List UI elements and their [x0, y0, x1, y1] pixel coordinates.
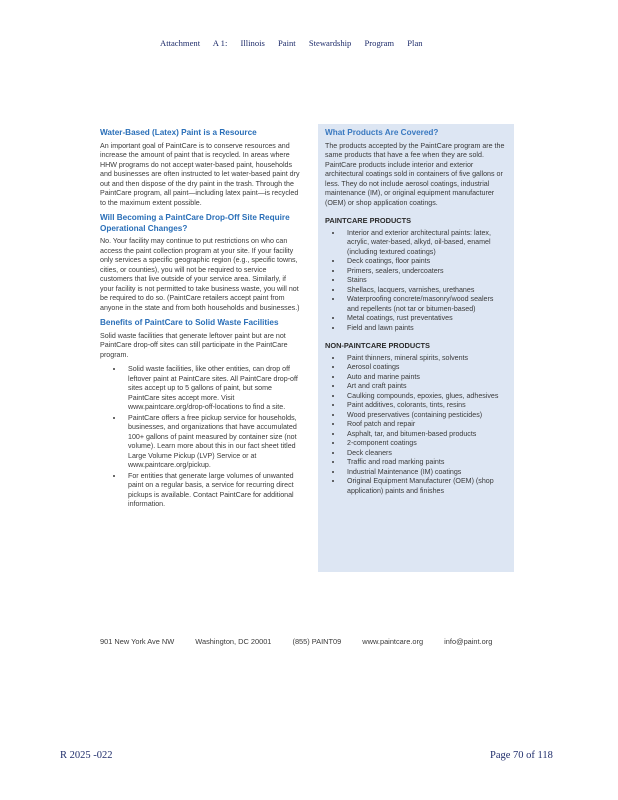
list-item: • Traffic and road marking paints: [343, 458, 507, 468]
list-item: • Auto and marine paints: [343, 373, 507, 383]
list-item: • Deck cleaners: [343, 449, 507, 459]
page-header: [160, 38, 460, 48]
header-state: Illinois: [240, 38, 265, 48]
section-body-benefits: Solid waste facilities that generate leftover paint but are not PaintCare drop-off sites can still participate in the PaintCare program.: [100, 331, 288, 359]
section-heading-latex: Water-Based (Latex) Paint is a Resource: [100, 128, 257, 137]
header-attachment: Attachment: [160, 38, 201, 48]
paintcare-products-heading: PAINTCARE PRODUCTS: [325, 216, 412, 225]
products-sidebar: [318, 124, 514, 572]
header-stewardship: Stewardship: [308, 38, 352, 48]
header-program: Program: [364, 38, 395, 48]
header-plan: Plan: [407, 38, 423, 48]
list-item: • Industrial Maintenance (IM) coatings: [343, 468, 507, 478]
list-item: • Aerosol coatings: [343, 363, 507, 373]
section-heading-operational: Will Becoming a PaintCare Drop-Off Site Require Operational Changes?: [100, 213, 290, 233]
non-paintcare-products-heading: NON-PAINTCARE PRODUCTS: [325, 341, 430, 350]
sidebar-body: The products accepted by the PaintCare program are the same products that have a fee when they are sold. PaintCare products include interior and exterior architectural coatings sold in containers of five gallons or less. They do not include aerosol coatings, industrial maintenance (IM), or original equipment manufacturer (OEM) or shop application coatings.: [325, 141, 505, 207]
paintcare-products-list: [325, 229, 507, 334]
section-heading-benefits: Benefits of PaintCare to Solid Waste Facilities: [100, 318, 279, 327]
left-column: [100, 128, 300, 514]
list-item: • Art and craft paints: [343, 382, 507, 392]
list-item: • Asphalt, tar, and bitumen-based products: [343, 430, 507, 440]
page-number: Page 70 of 118: [490, 750, 553, 761]
list-item: • Primers, sealers, undercoaters: [343, 267, 507, 277]
list-item: • For entities that generate large volumes of unwanted paint on a regular basis, a service for recurring direct pickups is available. Contact PaintCare for additional information.: [124, 472, 300, 510]
list-item: • Roof patch and repair: [343, 420, 507, 430]
list-item: • Interior and exterior architectural paints: latex, acrylic, water-based, alkyd, oil-based, enamel (including textured coatings): [343, 229, 507, 258]
list-item: • Metal coatings, rust preventatives: [343, 314, 507, 324]
footer-address: 901 New York Ave NW: [100, 637, 175, 646]
list-item: • Paint thinners, mineral spirits, solvents: [343, 354, 507, 364]
document-id: R 2025 -022: [60, 750, 113, 761]
sidebar-heading: What Products Are Covered?: [325, 128, 439, 137]
non-paintcare-products-list: [325, 354, 507, 497]
footer-website-link[interactable]: www.paintcare.org: [362, 637, 424, 646]
footer-phone: (855) PAINT09: [292, 637, 342, 646]
list-item: • Deck coatings, floor paints: [343, 257, 507, 267]
header-section: A 1:: [212, 38, 228, 48]
list-item: • Wood preservatives (containing pesticides): [343, 411, 507, 421]
list-item: • Field and lawn paints: [343, 324, 507, 334]
list-item: • Shellacs, lacquers, varnishes, urethanes: [343, 286, 507, 296]
contact-footer: [100, 637, 520, 646]
footer-city: Washington, DC 20001: [195, 637, 272, 646]
footer-email-link[interactable]: info@paint.org: [444, 637, 493, 646]
list-item: • Caulking compounds, epoxies, glues, adhesives: [343, 392, 507, 402]
list-item: • PaintCare offers a free pickup service for households, businesses, and organizations that have accumulated 100+ gallons of paint measured by container size (not volume). Learn more about this in our fact sheet titled Large Volume Pickup (LVP) Service or at www.paintcare.org/pickup.: [124, 414, 300, 471]
header-paint: Paint: [278, 38, 296, 48]
list-item: • 2-component coatings: [343, 439, 507, 449]
list-item: • Waterproofing concrete/masonry/wood sealers and repellents (not tar or bitumen-based): [343, 295, 507, 314]
list-item: • Original Equipment Manufacturer (OEM) (shop application) paints and finishes: [343, 477, 507, 496]
benefits-list: [100, 365, 300, 510]
section-body-latex: An important goal of PaintCare is to conserve resources and increase the amount of paint that is recycled. In areas where HHW programs do not accept water-based paint, households and businesses are often instructed to let water-based paint dry out and then dispose of the dry paint in the trash. Through the PaintCare program, all paint—including latex paint—is recycled to the maximum extent possible.: [100, 141, 300, 207]
list-item: • Paint additives, colorants, tints, resins: [343, 401, 507, 411]
section-body-operational: No. Your facility may continue to put restrictions on who can access the paint collection program at your site. If your facility only services a specific geographic region (e.g., specific towns, cities, or counties), you will not be required to service customers that live outside of your service area. Similarly, if your facility is not permitted to take business waste, you will not be required to do so. (PaintCare retailers accept paint from anyone in the state and from both households and businesses.): [100, 237, 300, 312]
list-item: • Stains: [343, 276, 507, 286]
list-item: • Solid waste facilities, like other entities, can drop off leftover paint at PaintCare sites. All PaintCare drop-off sites accept up to 5 gallons of paint, but some PaintCare sites accept more. Visit www.paintcare.org/drop-off-locations to find a site.: [124, 365, 300, 413]
